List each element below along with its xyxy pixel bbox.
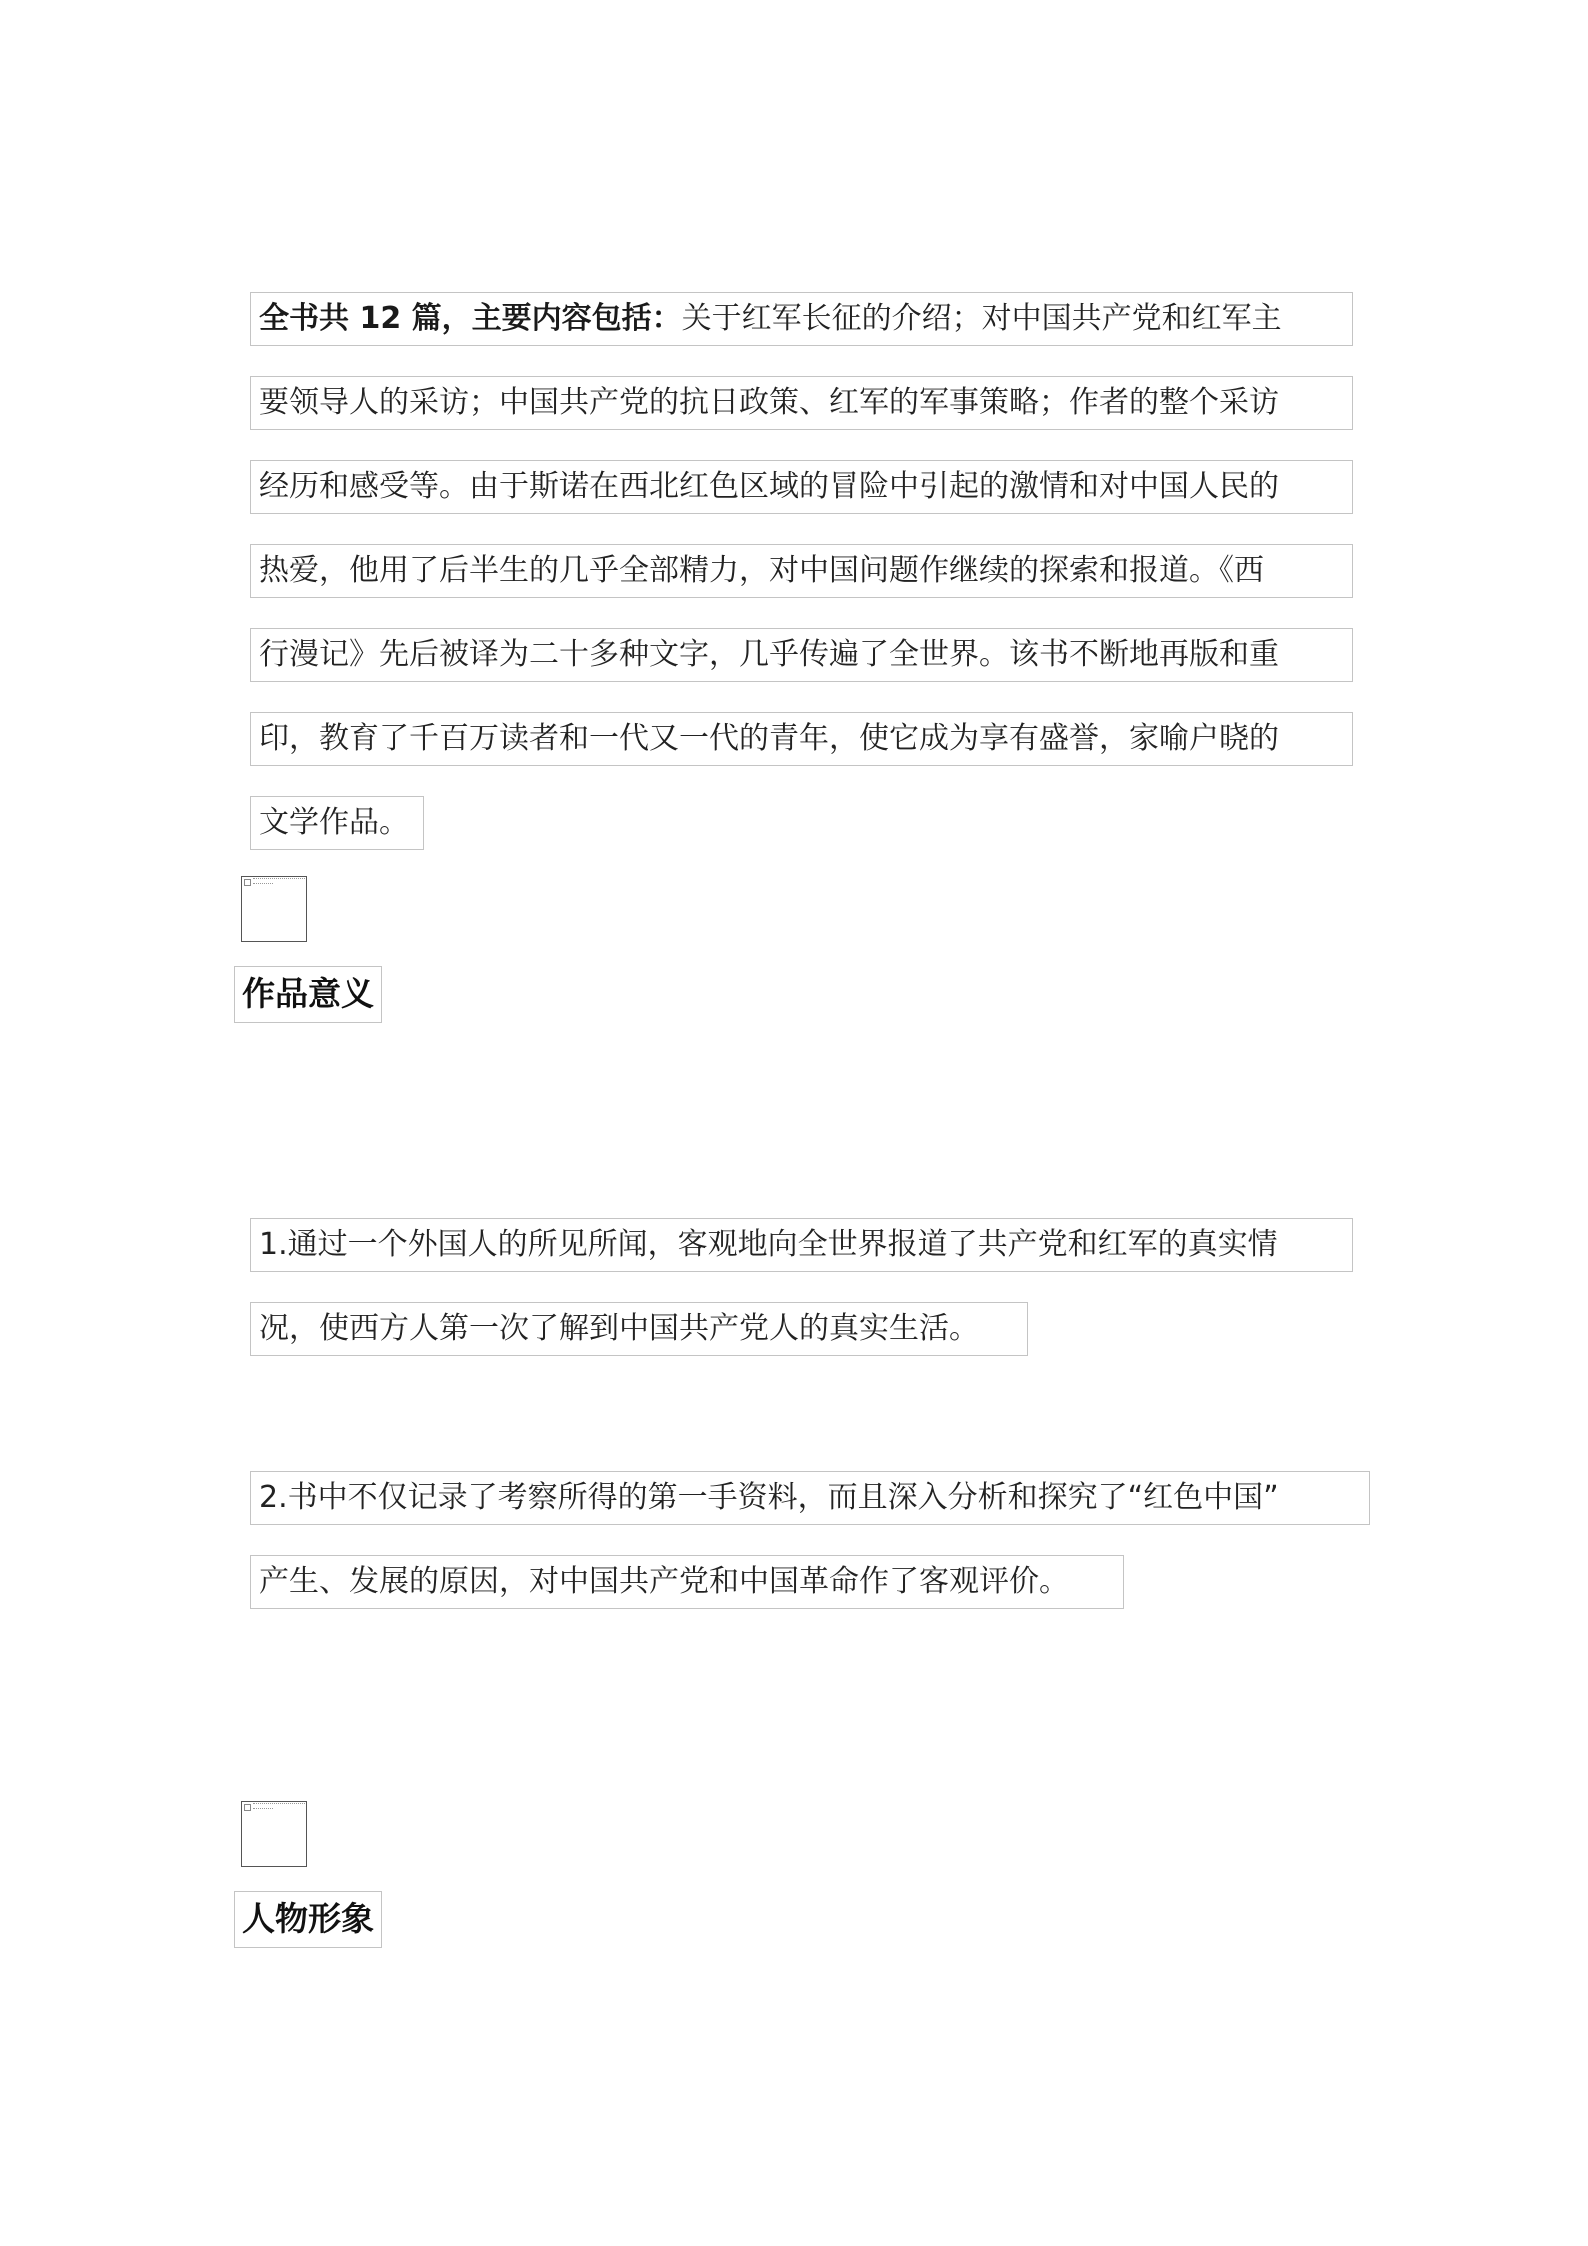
significance-point-1-line-2: 况，使西方人第一次了解到中国共产党人的真实生活。 <box>250 1302 1028 1356</box>
image-alt-placeholder <box>253 1803 305 1807</box>
significance-point-2-line-1: 2.书中不仅记录了考察所得的第一手资料，而且深入分析和探究了“红色中国” <box>250 1471 1370 1525</box>
intro-line-1 <box>250 292 1353 346</box>
significance-point-2-line-2: 产生、发展的原因，对中国共产党和中国革命作了客观评价。 <box>250 1555 1124 1609</box>
intro-line-5: 行漫记》先后被译为二十多种文字，几乎传遍了全世界。该书不断地再版和重 <box>250 628 1353 682</box>
intro-line-3: 经历和感受等。由于斯诺在西北红色区域的冒险中引起的激情和对中国人民的 <box>250 460 1353 514</box>
image-alt-placeholder <box>253 878 305 882</box>
image-alt-placeholder <box>253 1808 273 1812</box>
intro-line-2: 要领导人的采访；中国共产党的抗日政策、红军的军事策略；作者的整个采访 <box>250 376 1353 430</box>
intro-line-1-text: 关于红军长征的介绍；对中国共产党和红军主 <box>681 301 1282 336</box>
significance-point-1-line-1: 1.通过一个外国人的所见所闻，客观地向全世界报道了共产党和红军的真实情 <box>250 1218 1353 1272</box>
image-missing-icon <box>244 879 251 886</box>
section-heading-characters: 人物形象 <box>234 1891 382 1948</box>
image-missing-icon <box>244 1804 251 1811</box>
section-heading-significance: 作品意义 <box>234 966 382 1023</box>
intro-lead-bold: 全书共 12 篇，主要内容包括： <box>259 301 682 336</box>
broken-image-icon <box>241 876 307 942</box>
intro-line-7: 文学作品。 <box>250 796 424 850</box>
broken-image-icon <box>241 1801 307 1867</box>
intro-line-4: 热爱，他用了后半生的几乎全部精力，对中国问题作继续的探索和报道。《西 <box>250 544 1353 598</box>
image-alt-placeholder <box>253 883 273 887</box>
intro-line-6: 印，教育了千百万读者和一代又一代的青年，使它成为享有盛誉，家喻户晓的 <box>250 712 1353 766</box>
